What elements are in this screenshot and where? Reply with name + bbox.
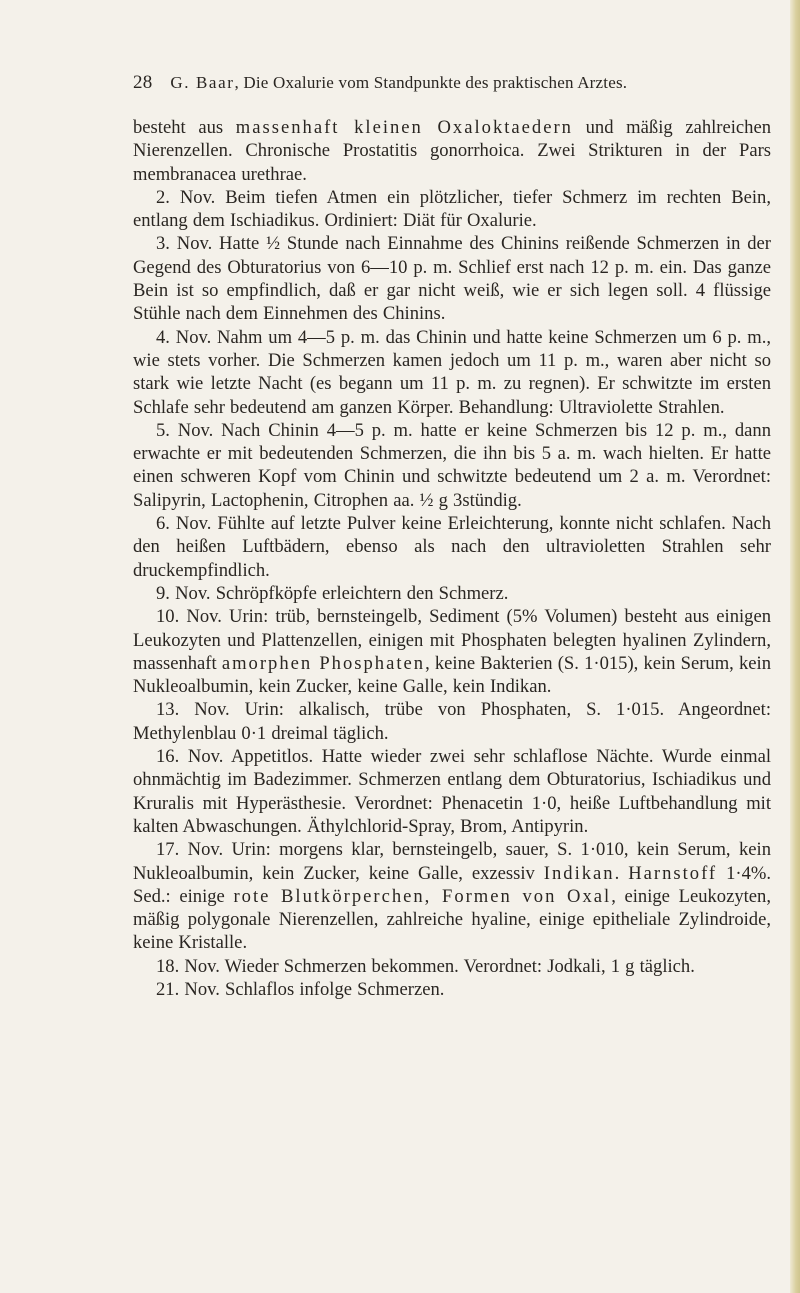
text-run: 17. Nov. Urin: morgens klar, bernsteingelb, sauer, S. 1·010, kein Serum, kein Nukleoalbumin, kein Zucker, keine Galle, exzessiv (133, 839, 771, 884)
spaced-text: Indikan (543, 862, 615, 884)
page-edge (790, 0, 800, 1293)
paragraph (133, 232, 771, 325)
spaced-text: Harnstoff (628, 862, 718, 884)
running-header (133, 72, 733, 94)
paragraph (133, 419, 771, 512)
text-run: 16. Nov. Appetitlos. Hatte wieder zwei sehr schlaflose Nächte. Wurde einmal ohnmächtig im Badezimmer. Schmerzen entlang dem Obturatorius, Ischiadikus und Kruralis mit Hyperästhesie. Verordnet: Phenacetin 1·0, heiße Luftbehandlung mit kalten Abwaschungen. Äthylchlorid-Spray, Brom, Antipyrin. (133, 746, 771, 837)
paragraph (133, 698, 771, 745)
text-run: besteht aus (133, 117, 236, 138)
text-run: und mäßig zahlreichen Nierenzellen. Chronische Prostatitis gonorrhoica. Zwei Strikturen in der Pars membranacea urethrae. (133, 117, 771, 185)
paragraph (133, 326, 771, 419)
text-run: 6. Nov. Fühlte auf letzte Pulver keine Erleichterung, konnte nicht schlafen. Nach den heißen Luftbädern, ebenso als nach den ultravioletten Strahlen sehr druckempfindlich. (133, 513, 771, 581)
text-run: . (614, 862, 629, 884)
paragraph (133, 978, 771, 1001)
text-run: 2. Nov. Beim tiefen Atmen ein plötzlicher, tiefer Schmerz im rechten Bein, entlang dem Ischiadikus. Ordiniert: Diät für Oxalurie. (133, 186, 771, 232)
paragraph (133, 955, 771, 978)
paragraph (133, 605, 771, 698)
paragraph (133, 838, 771, 954)
spaced-text: amorphen Phosphaten (221, 652, 426, 674)
body-text (133, 116, 771, 1001)
paragraph (133, 512, 771, 582)
text-run: 10. Nov. Urin: trüb, bernsteingelb, Sediment (5% Volumen) besteht aus einigen Leukozyten und Plattenzellen, einigen mit Phosphaten belegten hyalinen Zylindern, massenhaft (133, 606, 771, 674)
text-run: 5. Nov. Nach Chinin 4—5 p. m. hatte er keine Schmerzen bis 12 p. m., dann erwachte er mit bedeutenden Schmerzen, die ihn bis 5 a. m. wach hielten. Er hatte einen schweren Kopf vom Chinin und schwitzte bedeutend um 2 a. m. Verordnet: Salipyrin, Lactophenin, Citrophen aa. ½ g 3stündig. (133, 419, 771, 511)
text-run: , einige Leukozyten, mäßig polygonale Nierenzellen, zahlreiche hyaline, einige epitheliale Zylindroide, keine Kristalle. (133, 885, 771, 954)
text-run: 9. Nov. Schröpfköpfe erleichtern den Schmerz. (156, 582, 509, 604)
text-run: 18. Nov. Wieder Schmerzen bekommen. Verordnet: Jodkali, 1 g täglich. (156, 955, 695, 977)
text-run: , keine Bakterien (S. 1·015), kein Serum, kein Nukleoalbumin, kein Zucker, keine Galle, kein Indikan. (133, 652, 771, 698)
text-run: 4. Nov. Nahm um 4—5 p. m. das Chinin und hatte keine Schmerzen um 6 p. m., wie stets vorher. Die Schmerzen kamen jedoch um 11 p. m., waren aber nicht so stark wie letzte Nacht (es begann um 11 p. m. zu regnen). Er schwitzte im ersten Schlafe sehr bedeutend am ganzen Körper. Behandlung: Ultraviolette Strahlen. (133, 326, 771, 418)
header-author: G. Baar (170, 73, 235, 92)
spaced-text: rote Blutkörperchen, Formen von Oxal (233, 885, 612, 907)
paragraph (133, 745, 771, 838)
text-run: 1·4%. Sed.: einige (133, 862, 772, 907)
header-title: , Die Oxalurie vom Standpunkte des praktischen Arztes. (234, 73, 628, 92)
spaced-text: massenhaft kleinen Oxaloktaedern (235, 117, 573, 138)
paragraph (133, 186, 771, 233)
text-run: 13. Nov. Urin: alkalisch, trübe von Phosphaten, S. 1·015. Angeordnet: Methylenblau 0·1 dreimal täglich. (133, 699, 771, 744)
paragraph (133, 582, 771, 605)
text-run: 21. Nov. Schlaflos infolge Schmerzen. (156, 978, 445, 1000)
text-run: 3. Nov. Hatte ½ Stunde nach Einnahme des Chinins reißende Schmerzen in der Gegend des Obturatorius von 6—10 p. m. Schlief erst nach 12 p. m. ein. Das ganze Bein ist so empfindlich, daß er gar nicht weiß, wie er sich legen soll. 4 flüssige Stühle nach dem Einnehmen des Chinins. (133, 233, 771, 325)
paragraph (133, 116, 771, 186)
page-number: 28 (133, 72, 153, 93)
